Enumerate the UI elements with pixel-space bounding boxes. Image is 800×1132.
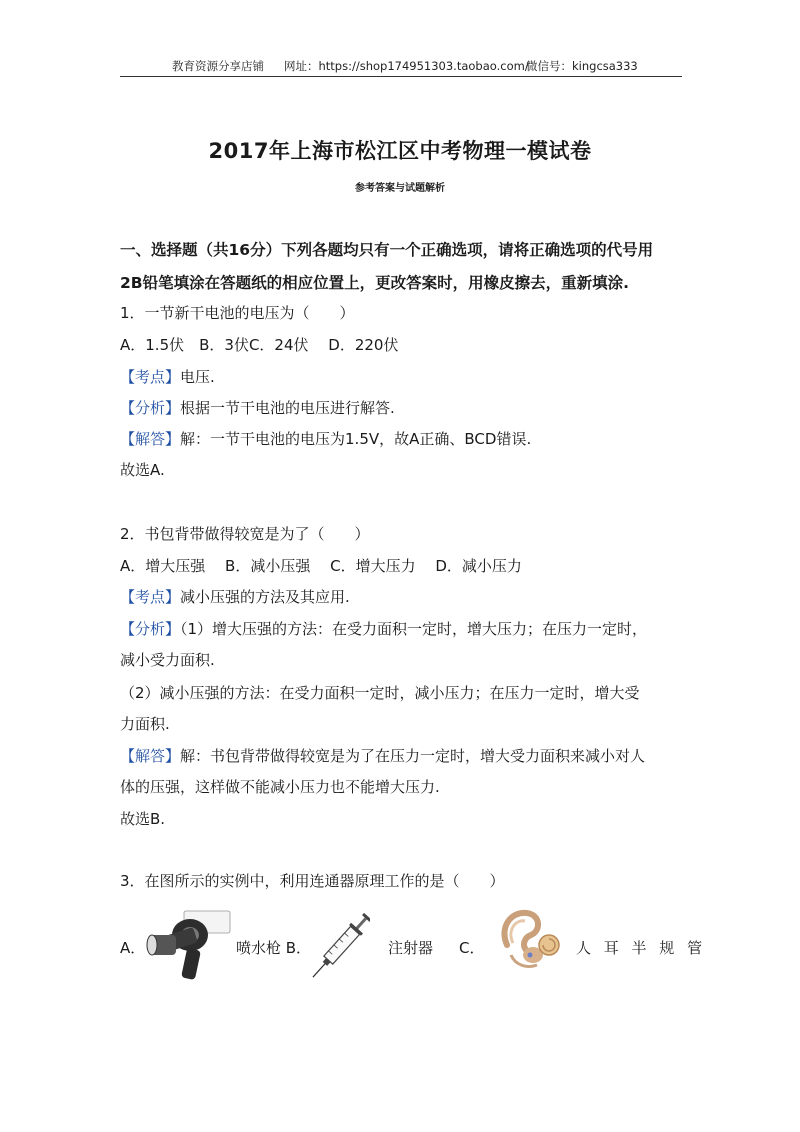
q3-option-c-label: 人 耳 半 规 管 <box>576 939 707 957</box>
q2-options: A．增大压强 B．减小压强 C．增大压力 D．减小压力 <box>120 557 522 575</box>
q1-answer: 故选A. <box>120 461 165 479</box>
fenxi-tag: 【分析】 <box>120 620 181 638</box>
q1-fenxi: 根据一节干电池的电压进行解答. <box>180 399 395 417</box>
q3-option-a-letter: A． <box>120 939 146 957</box>
fenxi-tag: 【分析】 <box>120 399 181 417</box>
q1-options: A．1.5伏 B．3伏C．24伏 D．220伏 <box>120 336 399 354</box>
q3-option-a-label: 喷水枪 B． <box>236 939 312 957</box>
semicircular-canal-image <box>497 905 567 975</box>
q2-answer: 故选B. <box>120 810 166 828</box>
page-title: 2017年上海市松江区中考物理一模试卷 <box>208 139 592 163</box>
q3-stem: 3．在图所示的实例中，利用连通器原理工作的是（ ） <box>120 872 505 890</box>
page-header <box>120 56 682 77</box>
header-shop: 教育资源分享店铺 <box>172 59 264 73</box>
kaodian-tag: 【考点】 <box>120 368 181 386</box>
q2-fenxi-2: 减小受力面积. <box>120 651 215 669</box>
q2-jieda-2: 体的压强，这样做不能减小压力也不能增大压力. <box>120 778 440 796</box>
q1-jieda: 解：一节干电池的电压为1.5V，故A正确、BCD错误. <box>180 430 532 448</box>
q2-fenxi-3: （2）减小压强的方法：在受力面积一定时，减小压力；在压力一定时，增大受 <box>120 684 640 702</box>
section-heading-line2: 2B铅笔填涂在答题纸的相应位置上，更改答案时，用橡皮擦去，重新填涂. <box>120 274 629 292</box>
q2-fenxi-1: （1）增大压强的方法：在受力面积一定时，增大压力；在压力一定时， <box>180 620 648 638</box>
q2-jieda-row <box>120 745 645 766</box>
q1-stem: 1．一节新干电池的电压为（ ） <box>120 304 355 322</box>
header-wechat: 微信号：kingcsa333 <box>526 59 638 73</box>
syringe-image <box>312 904 370 988</box>
q3-option-b-label: 注射器 <box>388 939 434 957</box>
q1-fenxi-row <box>120 397 395 418</box>
kaodian-tag: 【考点】 <box>120 588 181 606</box>
q1-kaodian-row <box>120 366 215 387</box>
q1-kaodian: 电压. <box>180 368 215 386</box>
q2-jieda-1: 解：书包背带做得较宽是为了在压力一定时，增大受力面积来减小对人 <box>180 747 646 765</box>
jieda-tag: 【解答】 <box>120 430 181 448</box>
q3-option-c-letter: C． <box>459 939 485 957</box>
jieda-tag: 【解答】 <box>120 747 181 765</box>
q2-kaodian: 减小压强的方法及其应用. <box>180 588 350 606</box>
water-gun-image <box>144 905 236 987</box>
header-url: 网址：https://shop174951303.taobao.com/ <box>284 59 529 73</box>
q2-stem: 2．书包背带做得较宽是为了（ ） <box>120 525 370 543</box>
q1-jieda-row <box>120 428 531 449</box>
q2-fenxi-4: 力面积. <box>120 715 170 733</box>
q2-fenxi-row <box>120 618 647 639</box>
page-subtitle: 参考答案与试题解析 <box>355 183 445 194</box>
q2-kaodian-row <box>120 586 350 607</box>
section-heading-line1: 一、选择题（共16分）下列各题均只有一个正确选项，请将正确选项的代号用 <box>120 241 654 259</box>
